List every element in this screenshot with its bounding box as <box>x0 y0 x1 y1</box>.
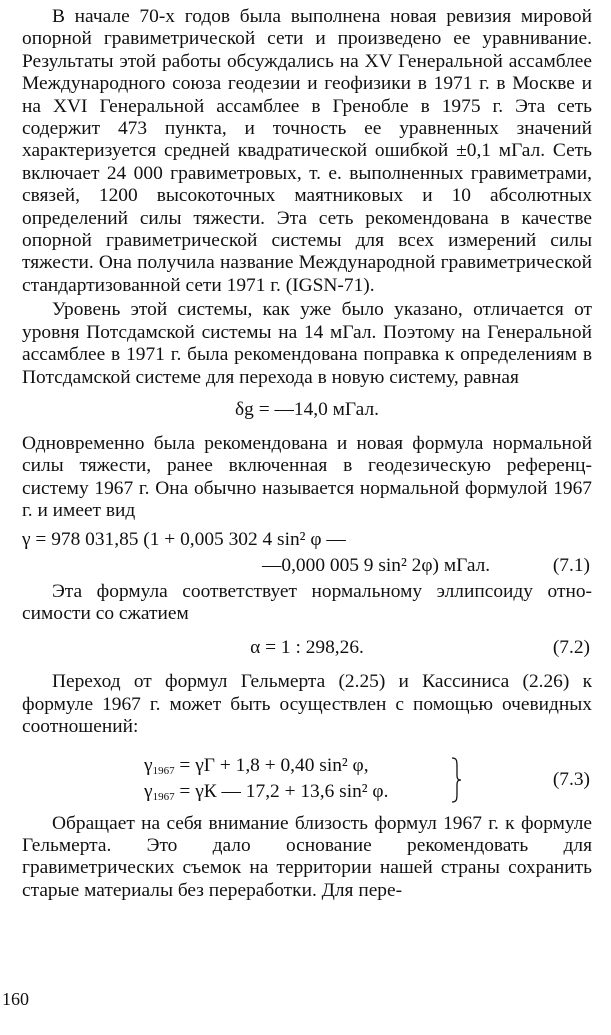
paragraph-potsdam-level: Уровень этой системы, как уже было указано, отличается от уровня Потсдамской системы на 14 мГал. Поэтому на Генеральной ассамблее в 1971 г. была рекомендована поправка к определениям в Потсдамской системе для перехода в новую систему, равная <box>22 299 592 388</box>
formula-7-3-line2-rhs: = γК — 17,2 + 13,6 sin² φ. <box>174 780 389 802</box>
paragraph-transition: Переход от формул Гельмерта (2.25) и Кассиниса (2.26) к формуле 1967 г. может быть осуществлен с помощью очевидных соотношений: <box>22 671 592 738</box>
formula-7-3 <box>22 755 592 813</box>
formula-7-2 <box>22 631 592 671</box>
paragraph-helmert-closeness: Обращает на себя внимание близость формул 1967 г. к формуле Гельмерта. Это дало основание рекомендовать для гравиметрических съемок на территории нашей страны сохранить старые материалы без переработки. Для пере- <box>22 812 592 901</box>
formula-delta-g-text: δg = —14,0 мГал. <box>235 398 379 420</box>
formula-7-2-text: α = 1 : 298,26. <box>250 637 364 659</box>
formula-7-2-number: (7.2) <box>552 637 590 659</box>
formula-7-1-line2: —0,000 005 9 sin² 2φ) мГал. <box>262 554 491 576</box>
gamma-symbol: γ <box>144 754 153 776</box>
paragraph-ellipsoid: Эта формула соответствует нормальному эллипсоиду относимости со сжатием <box>22 580 592 624</box>
formula-7-3-line2 <box>144 781 388 808</box>
formula-7-3-line1-rhs: = γГ + 1,8 + 0,40 sin² φ, <box>174 754 369 776</box>
page-content <box>22 6 592 902</box>
formula-7-1 <box>22 529 592 581</box>
formula-7-1-number: (7.1) <box>552 554 590 576</box>
page-number: 160 <box>2 989 29 1009</box>
formula-delta-g <box>22 389 592 433</box>
paragraph-igsn71: В начале 70-х годов была выполнена новая ревизия мировой опорной гравиметрической сети и произведено ее уравнивание. Результаты этой работы обсуждались на XV Генеральной ассамблее Международного союза геодезии и геофизики в 1971 г. в Москве и на XVI Генеральной ассамблее в Гренобле в 1975 г. Эта сеть содержит 473 пункта, и точность ее уравненных значений характеризуется средней квадратической ошибкой ±0,1 мГал. Сеть включает 24 000 гравиметровых, т. е. выполненных гравиметрами, связей, 1200 высокоточных маятниковых и 10 абсолютных определений силы тяжести. Эта сеть рекомендована в качестве опорной гравиметрической системы для всех измерений силы тяжести. Она получила название Международной гравиметрической стандартизованной сети 1971 г. (IGSN-71). <box>22 6 592 296</box>
gamma-symbol: γ <box>144 780 153 802</box>
paragraph-normal-formula: Одновременно была рекомендована и новая формула нормальной силы тяжести, ранее включенная в геодезическую референц-систему 1967 г. Она обычно называется нормальной формулой 1967 г. и имеет вид <box>22 432 592 522</box>
right-brace-icon <box>450 757 462 803</box>
formula-7-3-line1 <box>144 755 369 782</box>
gamma-subscript: 1967 <box>152 790 175 803</box>
gamma-subscript: 1967 <box>152 764 175 777</box>
formula-7-3-number: (7.3) <box>552 768 590 790</box>
formula-7-1-line1: γ = 978 031,85 (1 + 0,005 302 4 sin² φ — <box>22 528 346 550</box>
